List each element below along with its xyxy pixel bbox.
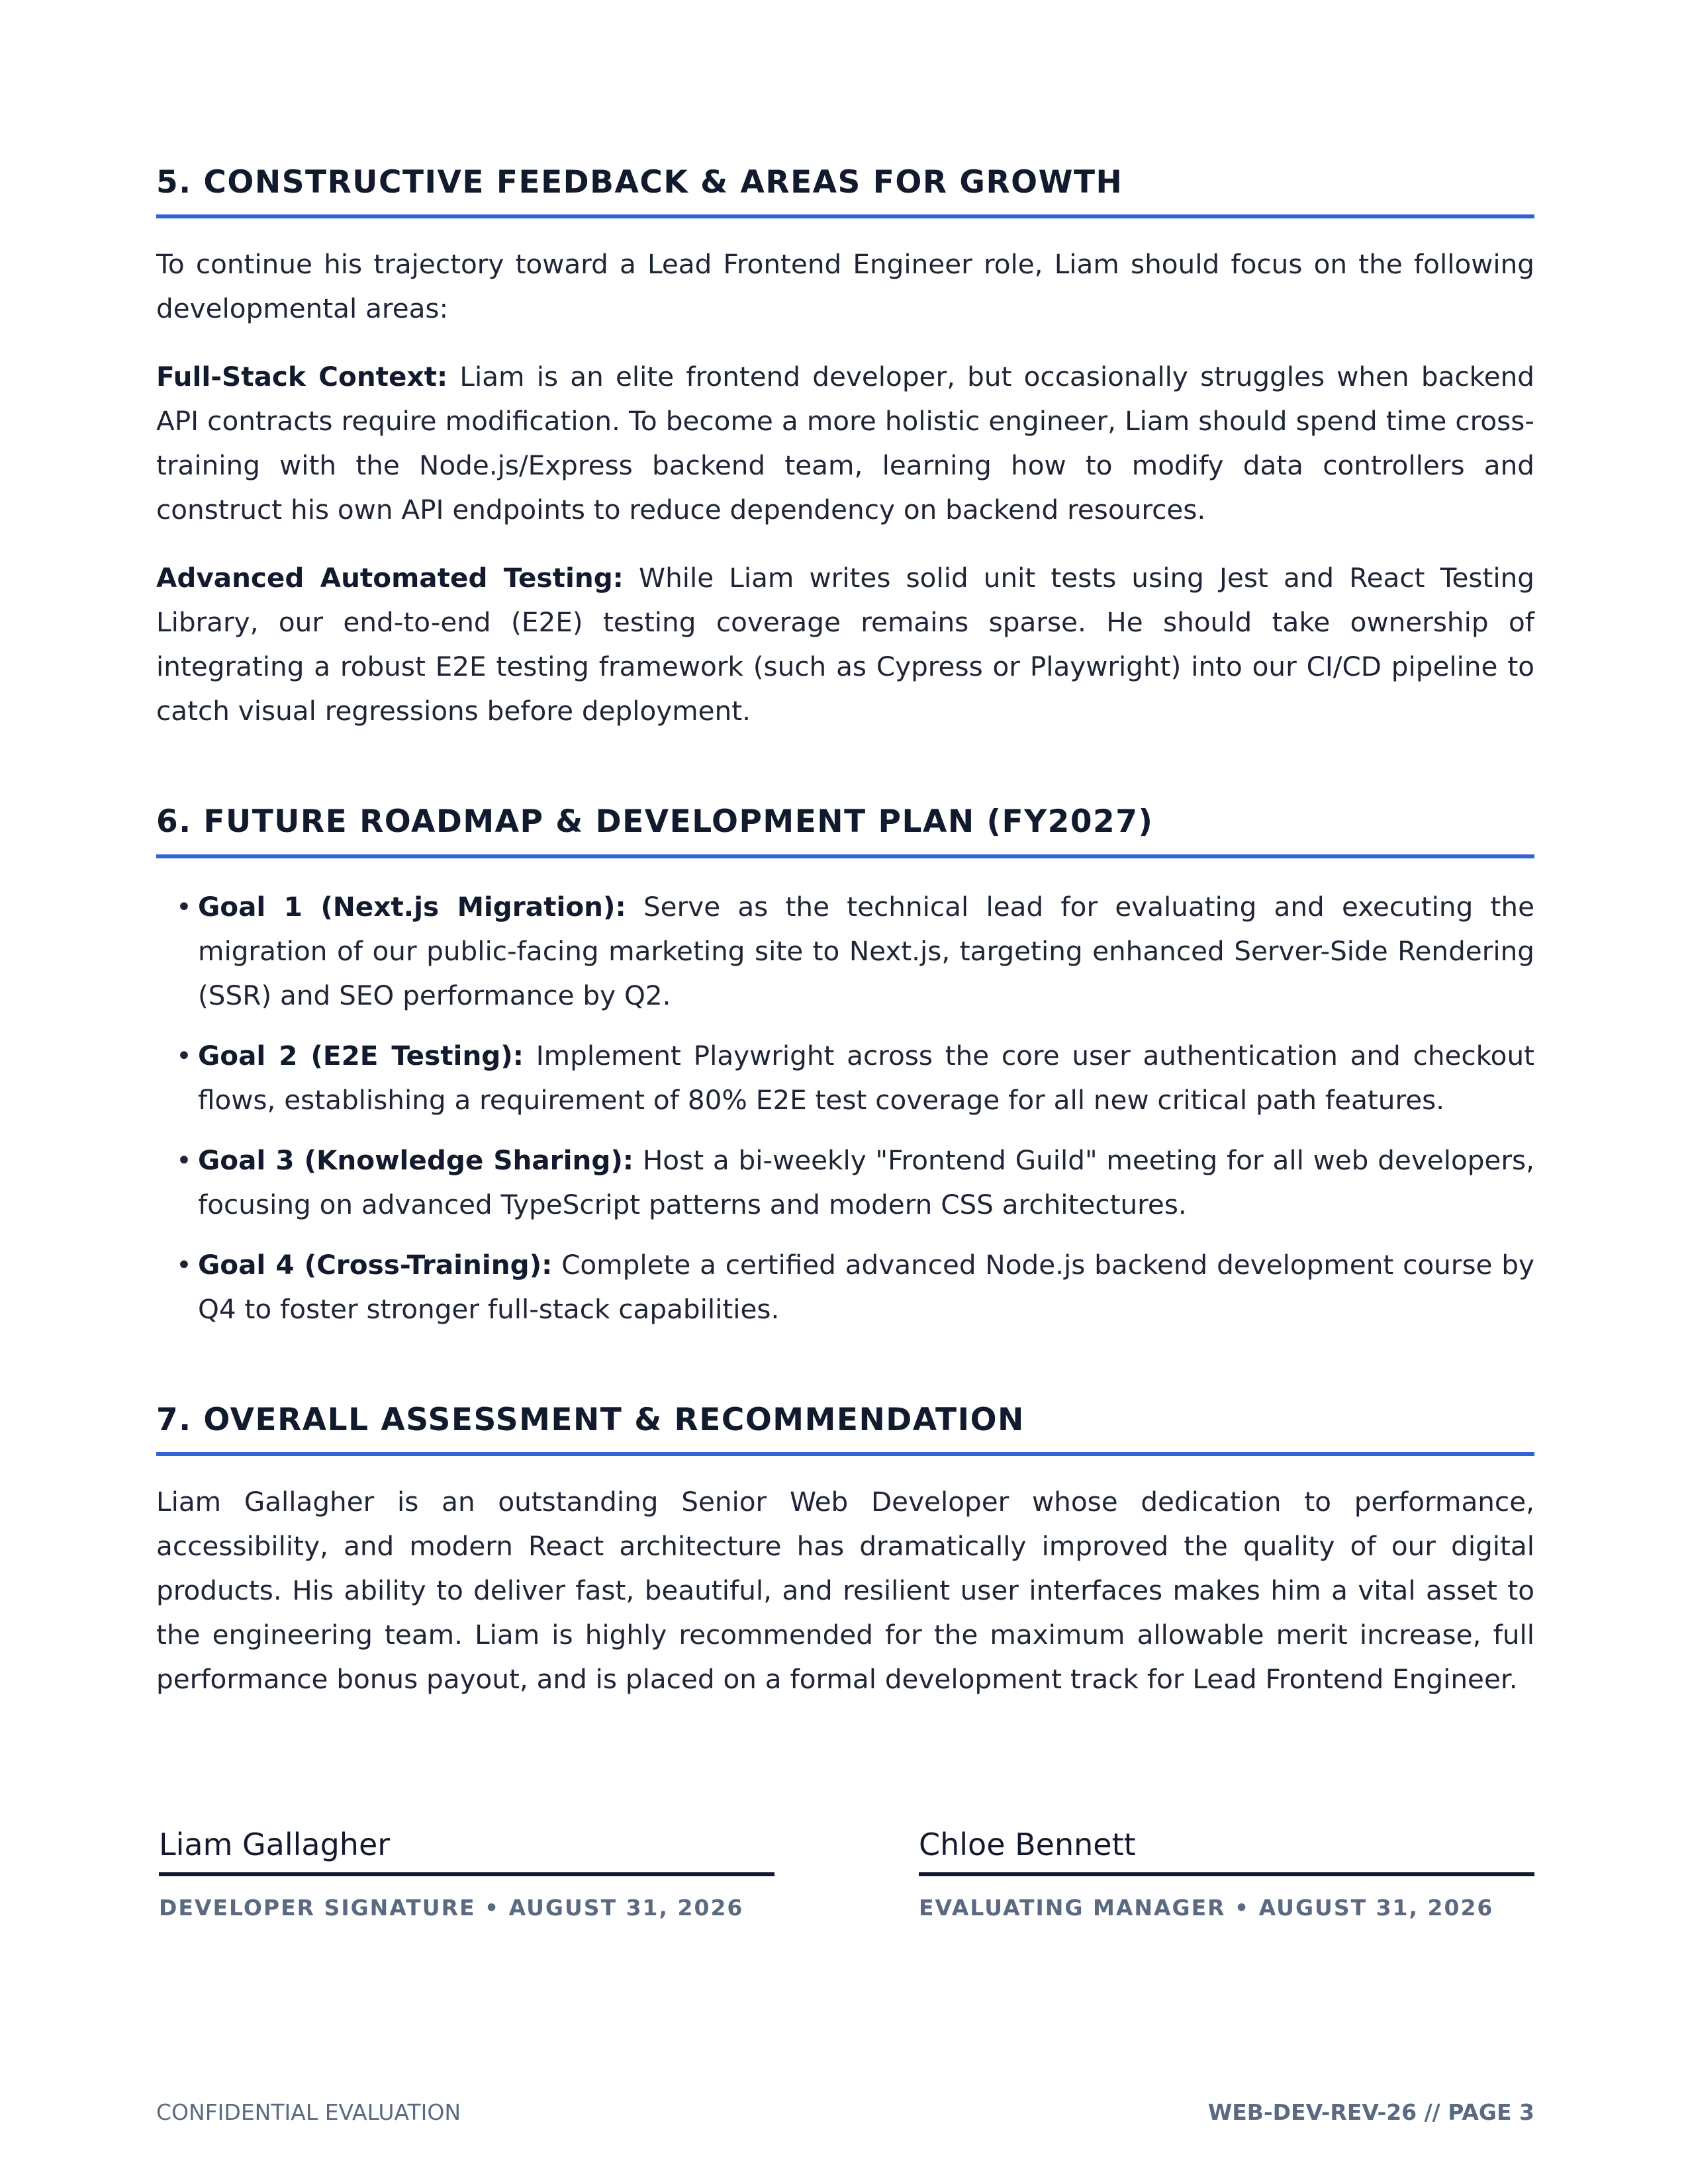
section-title: 5. CONSTRUCTIVE FEEDBACK & AREAS FOR GROWTH <box>156 164 1534 218</box>
developer-signature <box>159 1827 774 1921</box>
manager-signature-name: Chloe Bennett <box>919 1827 1534 1876</box>
feedback-item-lead: Full-Stack Context: <box>156 361 448 393</box>
document-page <box>156 0 1534 1702</box>
manager-signature <box>919 1827 1534 1921</box>
section-title: 6. FUTURE ROADMAP & DEVELOPMENT PLAN (FY2027) <box>156 803 1534 858</box>
goal-text: Serve as the technical lead for evaluating and executing the migration of our public-facing marketing site to Next.js, targeting enhanced Server-Side Rendering (SSR) and SEO performance by Q2. <box>198 890 1534 1011</box>
goal-lead: Goal 2 (E2E Testing): <box>198 1039 524 1071</box>
goal-item <box>156 1034 1534 1122</box>
developer-signature-name: Liam Gallagher <box>159 1827 774 1876</box>
developer-signature-caption: DEVELOPER SIGNATURE • AUGUST 31, 2026 <box>159 1895 744 1921</box>
signature-block <box>159 1827 1534 1939</box>
bullet-icon: • <box>176 1248 192 1281</box>
feedback-item-testing <box>156 556 1534 733</box>
section-intro: To continue his trajectory toward a Lead Frontend Engineer role, Liam should focus on the following developmental areas: <box>156 248 1534 325</box>
goal-lead: Goal 4 (Cross-Training): <box>198 1248 553 1281</box>
section-constructive-feedback <box>156 164 1534 733</box>
goal-text: Host a bi-weekly "Frontend Guild" meeting for all web developers, focusing on advanced TypeScript patterns and modern CSS architectures. <box>198 1144 1534 1220</box>
section-overall-assessment <box>156 1402 1534 1702</box>
section-future-roadmap <box>156 803 1534 1331</box>
goal-text: Complete a certified advanced Node.js backend development course by Q4 to foster stronger full-stack capabilities. <box>198 1248 1534 1325</box>
goal-lead: Goal 1 (Next.js Migration): <box>198 890 626 923</box>
section-title: 7. OVERALL ASSESSMENT & RECOMMENDATION <box>156 1402 1534 1456</box>
goal-item <box>156 1243 1534 1332</box>
bullet-icon: • <box>176 1039 192 1071</box>
goal-item <box>156 1138 1534 1227</box>
goal-item <box>156 885 1534 1018</box>
bullet-icon: • <box>176 890 192 923</box>
feedback-item-full-stack <box>156 355 1534 532</box>
feedback-item-text: While Liam writes solid unit tests using Jest and React Testing Library, our end-to-end (E2E) testing coverage remains sparse. He should take ownership of integrating a robust E2E testing framework (such as Cypress or Playwright) into our CI/CD pipeline to catch visual regressions before deployment. <box>156 562 1534 727</box>
goals-list <box>156 885 1534 1332</box>
goal-lead: Goal 3 (Knowledge Sharing): <box>198 1144 634 1176</box>
footer-confidential-label: CONFIDENTIAL EVALUATION <box>156 2099 461 2125</box>
manager-signature-caption: EVALUATING MANAGER • AUGUST 31, 2026 <box>919 1895 1494 1921</box>
assessment-body: Liam Gallagher is an outstanding Senior Web Developer whose dedication to performance, accessibility, and modern React architecture has dramatically improved the quality of our digital products. His ability to deliver fast, beautiful, and resilient user interfaces makes him a vital asset to the engineering team. Liam is highly recommended for the maximum allowable merit increase, full performance bonus payout, and is placed on a formal development track for Lead Frontend Engineer. <box>156 1486 1534 1696</box>
bullet-icon: • <box>176 1144 192 1176</box>
feedback-item-lead: Advanced Automated Testing: <box>156 562 624 594</box>
goal-text: Implement Playwright across the core user authentication and checkout flows, establishing a requirement of 80% E2E test coverage for all new critical path features. <box>198 1039 1535 1116</box>
footer-page-reference: WEB-DEV-REV-26 // PAGE 3 <box>1207 2099 1534 2125</box>
feedback-item-text: Liam is an elite frontend developer, but occasionally struggles when backend API contracts require modification. To become a more holistic engineer, Liam should spend time cross-training with the Node.js/Express backend team, learning how to modify data controllers and construct his own API endpoints to reduce dependency on backend resources. <box>156 361 1534 526</box>
